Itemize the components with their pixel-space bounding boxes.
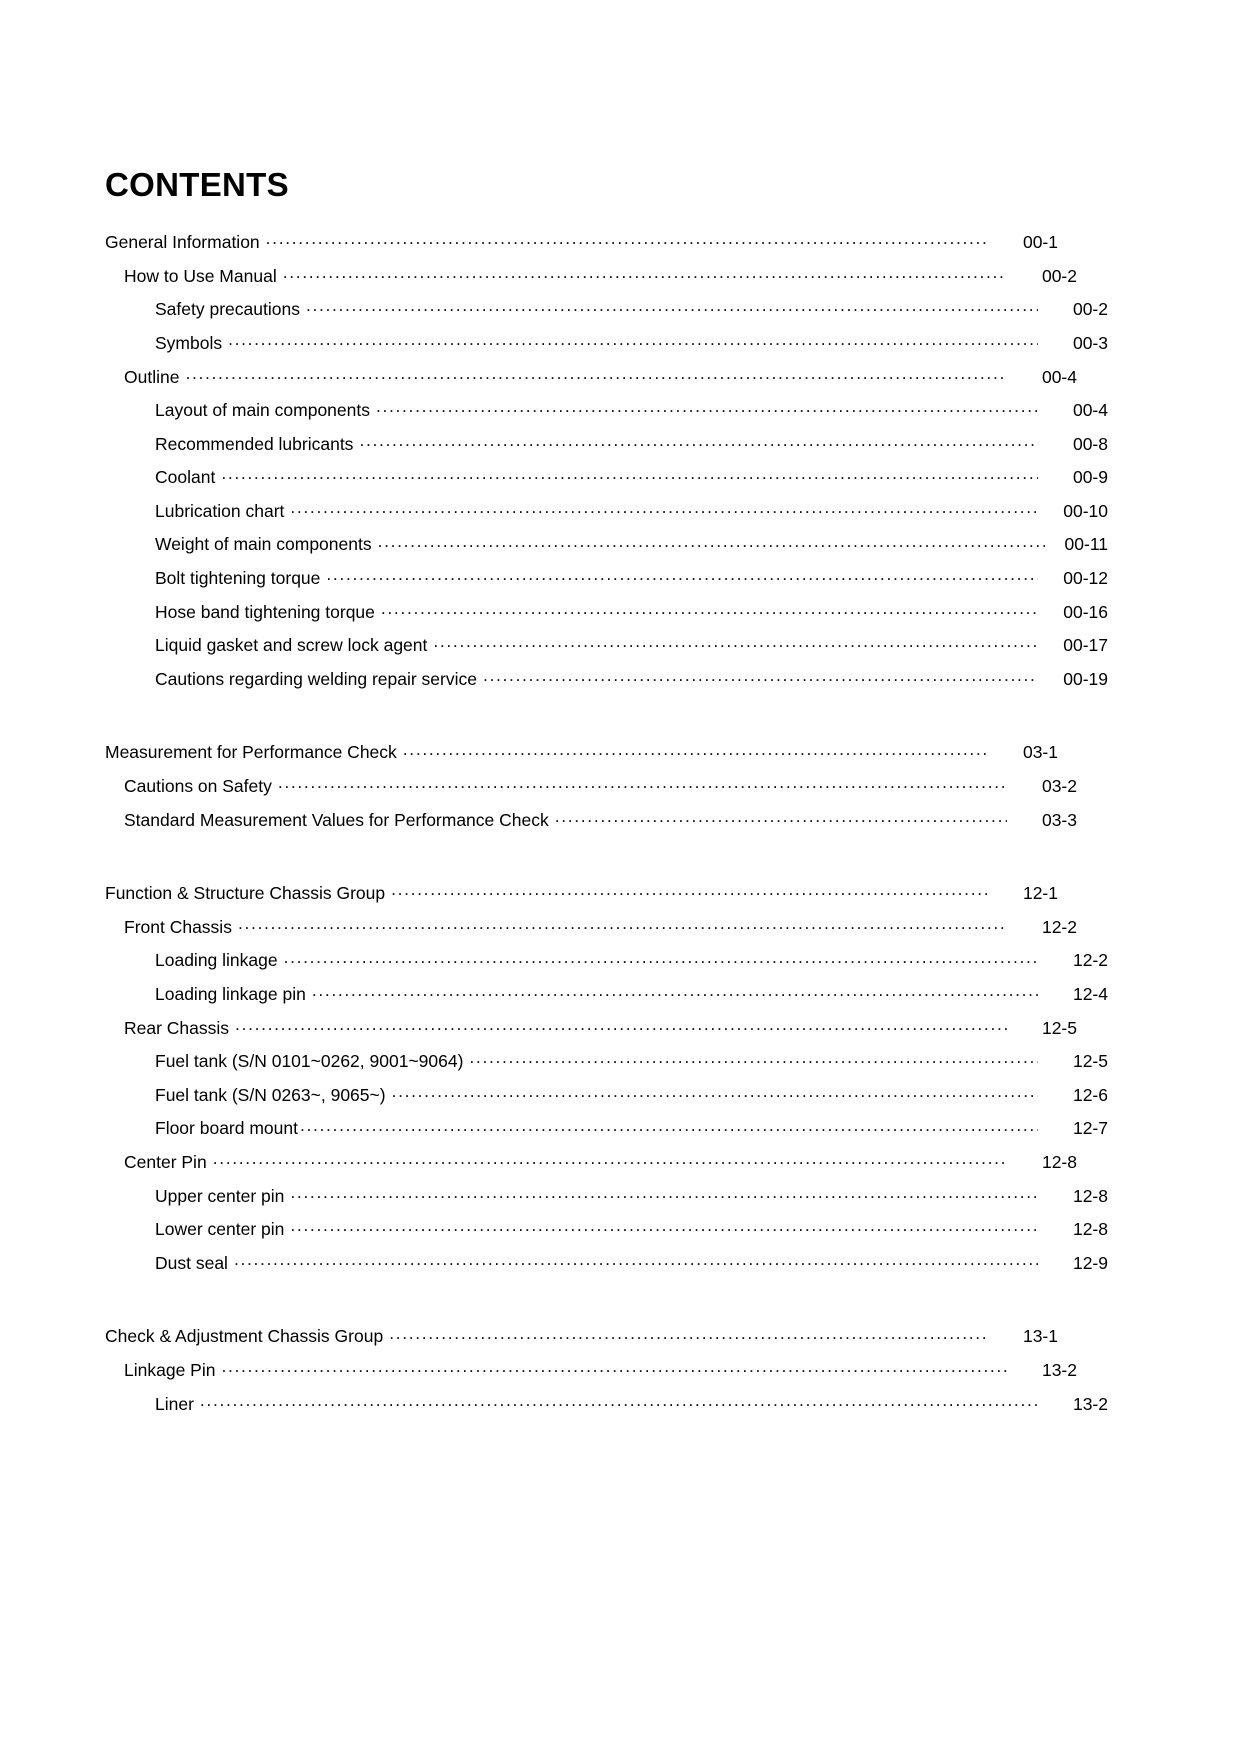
toc-leader-dots (391, 882, 988, 900)
toc-leader-dots (238, 915, 1007, 933)
toc-entry[interactable] (105, 567, 1108, 601)
toc-entry[interactable] (105, 882, 1058, 916)
toc-entry-page-number: 12-2 (1072, 950, 1108, 971)
toc-entry-page-number: 13-2 (1072, 1393, 1108, 1414)
table-of-contents (105, 231, 1108, 1426)
toc-entry-label: Coolant (155, 467, 216, 488)
toc-entry-page-number: 00-12 (1063, 568, 1108, 589)
toc-entry[interactable] (105, 775, 1077, 809)
toc-entry-label: How to Use Manual (124, 265, 277, 286)
toc-entry-label: Hose band tightening torque (155, 601, 375, 622)
toc-entry-label: Upper center pin (155, 1185, 285, 1206)
toc-leader-dots (403, 741, 988, 759)
toc-entry-label: Check & Adjustment Chassis Group (105, 1326, 384, 1347)
toc-entry-page-number: 13-1 (1022, 1326, 1058, 1347)
toc-leader-dots (228, 331, 1038, 349)
toc-entry-page-number: 00-2 (1072, 299, 1108, 320)
toc-entry[interactable] (105, 600, 1108, 634)
toc-entry[interactable] (105, 915, 1077, 949)
toc-entry[interactable] (105, 331, 1108, 365)
toc-entry-page-number: 00-4 (1041, 366, 1077, 387)
toc-entry[interactable] (105, 1251, 1108, 1285)
toc-entry-page-number: 03-2 (1041, 776, 1077, 797)
toc-entry[interactable] (105, 1184, 1108, 1218)
toc-entry-page-number: 12-8 (1041, 1151, 1077, 1172)
toc-leader-dots (290, 1218, 1038, 1236)
toc-leader-dots (378, 533, 1045, 551)
toc-leader-dots (283, 264, 1007, 282)
toc-entry-label: Front Chassis (124, 916, 232, 937)
toc-entry[interactable] (105, 298, 1108, 332)
toc-entry-page-number: 12-2 (1041, 916, 1077, 937)
toc-entry-page-number: 00-16 (1063, 601, 1108, 622)
page-title: CONTENTS (105, 166, 289, 203)
toc-entry[interactable] (105, 808, 1077, 842)
toc-entry-label: Fuel tank (S/N 0263~, 9065~) (155, 1084, 386, 1105)
toc-entry-page-number: 00-3 (1072, 332, 1108, 353)
toc-entry[interactable] (105, 983, 1108, 1017)
toc-entry-page-number: 12-5 (1072, 1051, 1108, 1072)
toc-entry-page-number: 13-2 (1041, 1359, 1077, 1380)
section-spacer (105, 1285, 1058, 1325)
toc-entry-page-number: 00-9 (1072, 467, 1108, 488)
toc-entry[interactable] (105, 533, 1108, 567)
toc-entry-label: Floor board mount (155, 1118, 298, 1139)
toc-entry[interactable] (105, 432, 1108, 466)
toc-entry[interactable] (105, 667, 1108, 701)
toc-leader-dots (278, 775, 1007, 793)
toc-entry[interactable] (105, 1218, 1108, 1252)
toc-entry-label: Standard Measurement Values for Performance Check (124, 809, 549, 830)
toc-entry[interactable] (105, 1392, 1108, 1426)
toc-leader-dots (213, 1150, 1007, 1168)
toc-entry[interactable] (105, 264, 1077, 298)
toc-entry-page-number: 00-17 (1063, 635, 1108, 656)
toc-entry-label: Safety precautions (155, 299, 300, 320)
toc-entry-page-number: 03-3 (1041, 809, 1077, 830)
toc-entry-page-number: 12-4 (1072, 984, 1108, 1005)
toc-leader-dots (389, 1325, 988, 1343)
toc-entry-label: Fuel tank (S/N 0101~0262, 9001~9064) (155, 1051, 464, 1072)
toc-leader-dots (483, 667, 1038, 685)
toc-leader-dots (359, 432, 1038, 450)
toc-entry-label: Function & Structure Chassis Group (105, 883, 386, 904)
toc-leader-dots (235, 1016, 1007, 1034)
toc-entry[interactable] (105, 499, 1108, 533)
toc-entry-label: Measurement for Performance Check (105, 742, 397, 763)
toc-leader-dots (326, 567, 1038, 585)
toc-entry-label: Bolt tightening torque (155, 568, 321, 589)
toc-entry-page-number: 00-8 (1072, 433, 1108, 454)
toc-entry-label: Cautions on Safety (124, 776, 272, 797)
toc-leader-dots (185, 365, 1007, 383)
toc-entry[interactable] (105, 399, 1108, 433)
toc-leader-dots (290, 499, 1038, 517)
toc-entry-label: Weight of main components (155, 534, 372, 555)
toc-leader-dots (392, 1083, 1038, 1101)
toc-leader-dots (234, 1251, 1038, 1269)
toc-entry-page-number: 12-5 (1041, 1017, 1077, 1038)
toc-entry-page-number: 12-1 (1022, 883, 1058, 904)
toc-entry-label: Lower center pin (155, 1219, 285, 1240)
toc-entry[interactable] (105, 231, 1058, 265)
section-spacer (105, 842, 1058, 882)
section-spacer (105, 701, 1058, 741)
toc-entry[interactable] (105, 949, 1108, 983)
toc-leader-dots (376, 399, 1038, 417)
toc-entry-label: General Information (105, 232, 260, 253)
toc-entry-page-number: 12-8 (1072, 1219, 1108, 1240)
toc-leader-dots (221, 1358, 1007, 1376)
toc-entry[interactable] (105, 1325, 1058, 1359)
toc-entry-page-number: 00-4 (1072, 400, 1108, 421)
toc-entry[interactable] (105, 1117, 1108, 1151)
toc-entry[interactable] (105, 365, 1077, 399)
toc-entry-page-number: 03-1 (1022, 742, 1058, 763)
toc-leader-dots (200, 1392, 1038, 1410)
toc-leader-dots (300, 1117, 1038, 1135)
toc-leader-dots (221, 466, 1038, 484)
toc-entry-page-number: 00-19 (1063, 668, 1108, 689)
toc-entry-label: Cautions regarding welding repair service (155, 668, 477, 689)
toc-entry-label: Rear Chassis (124, 1017, 230, 1038)
toc-leader-dots (433, 634, 1038, 652)
toc-leader-dots (555, 808, 1007, 826)
toc-entry-page-number: 12-9 (1072, 1252, 1108, 1273)
toc-entry-page-number: 12-8 (1072, 1185, 1108, 1206)
toc-leader-dots (284, 949, 1038, 967)
toc-entry-label: Lubrication chart (155, 500, 285, 521)
toc-entry-label: Liquid gasket and screw lock agent (155, 635, 428, 656)
toc-entry-label: Liner (155, 1393, 194, 1414)
toc-entry[interactable] (105, 1016, 1077, 1050)
toc-entry-page-number: 00-11 (1064, 534, 1108, 555)
toc-entry-page-number: 00-10 (1063, 500, 1108, 521)
toc-entry[interactable] (105, 1050, 1108, 1084)
toc-entry[interactable] (105, 634, 1108, 668)
toc-leader-dots (306, 298, 1038, 316)
toc-entry-label: Loading linkage pin (155, 984, 306, 1005)
toc-entry-page-number: 00-1 (1022, 232, 1058, 253)
toc-entry-label: Center Pin (124, 1151, 207, 1172)
toc-entry[interactable] (105, 1358, 1077, 1392)
toc-leader-dots (312, 983, 1038, 1001)
toc-leader-dots (266, 231, 988, 249)
toc-leader-dots (381, 600, 1038, 618)
toc-entry-label: Layout of main components (155, 400, 370, 421)
toc-entry[interactable] (105, 466, 1108, 500)
toc-entry[interactable] (105, 1150, 1077, 1184)
toc-entry-page-number: 12-6 (1072, 1084, 1108, 1105)
toc-entry-label: Outline (124, 366, 180, 387)
toc-leader-dots (290, 1184, 1038, 1202)
toc-leader-dots (469, 1050, 1038, 1068)
toc-entry-page-number: 12-7 (1072, 1118, 1108, 1139)
toc-entry-label: Loading linkage (155, 950, 278, 971)
toc-entry-label: Recommended lubricants (155, 433, 354, 454)
toc-entry-page-number: 00-2 (1041, 265, 1077, 286)
toc-entry-label: Linkage Pin (124, 1359, 216, 1380)
toc-entry-label: Symbols (155, 332, 223, 353)
toc-entry[interactable] (105, 741, 1058, 775)
toc-entry[interactable] (105, 1083, 1108, 1117)
toc-entry-label: Dust seal (155, 1252, 228, 1273)
